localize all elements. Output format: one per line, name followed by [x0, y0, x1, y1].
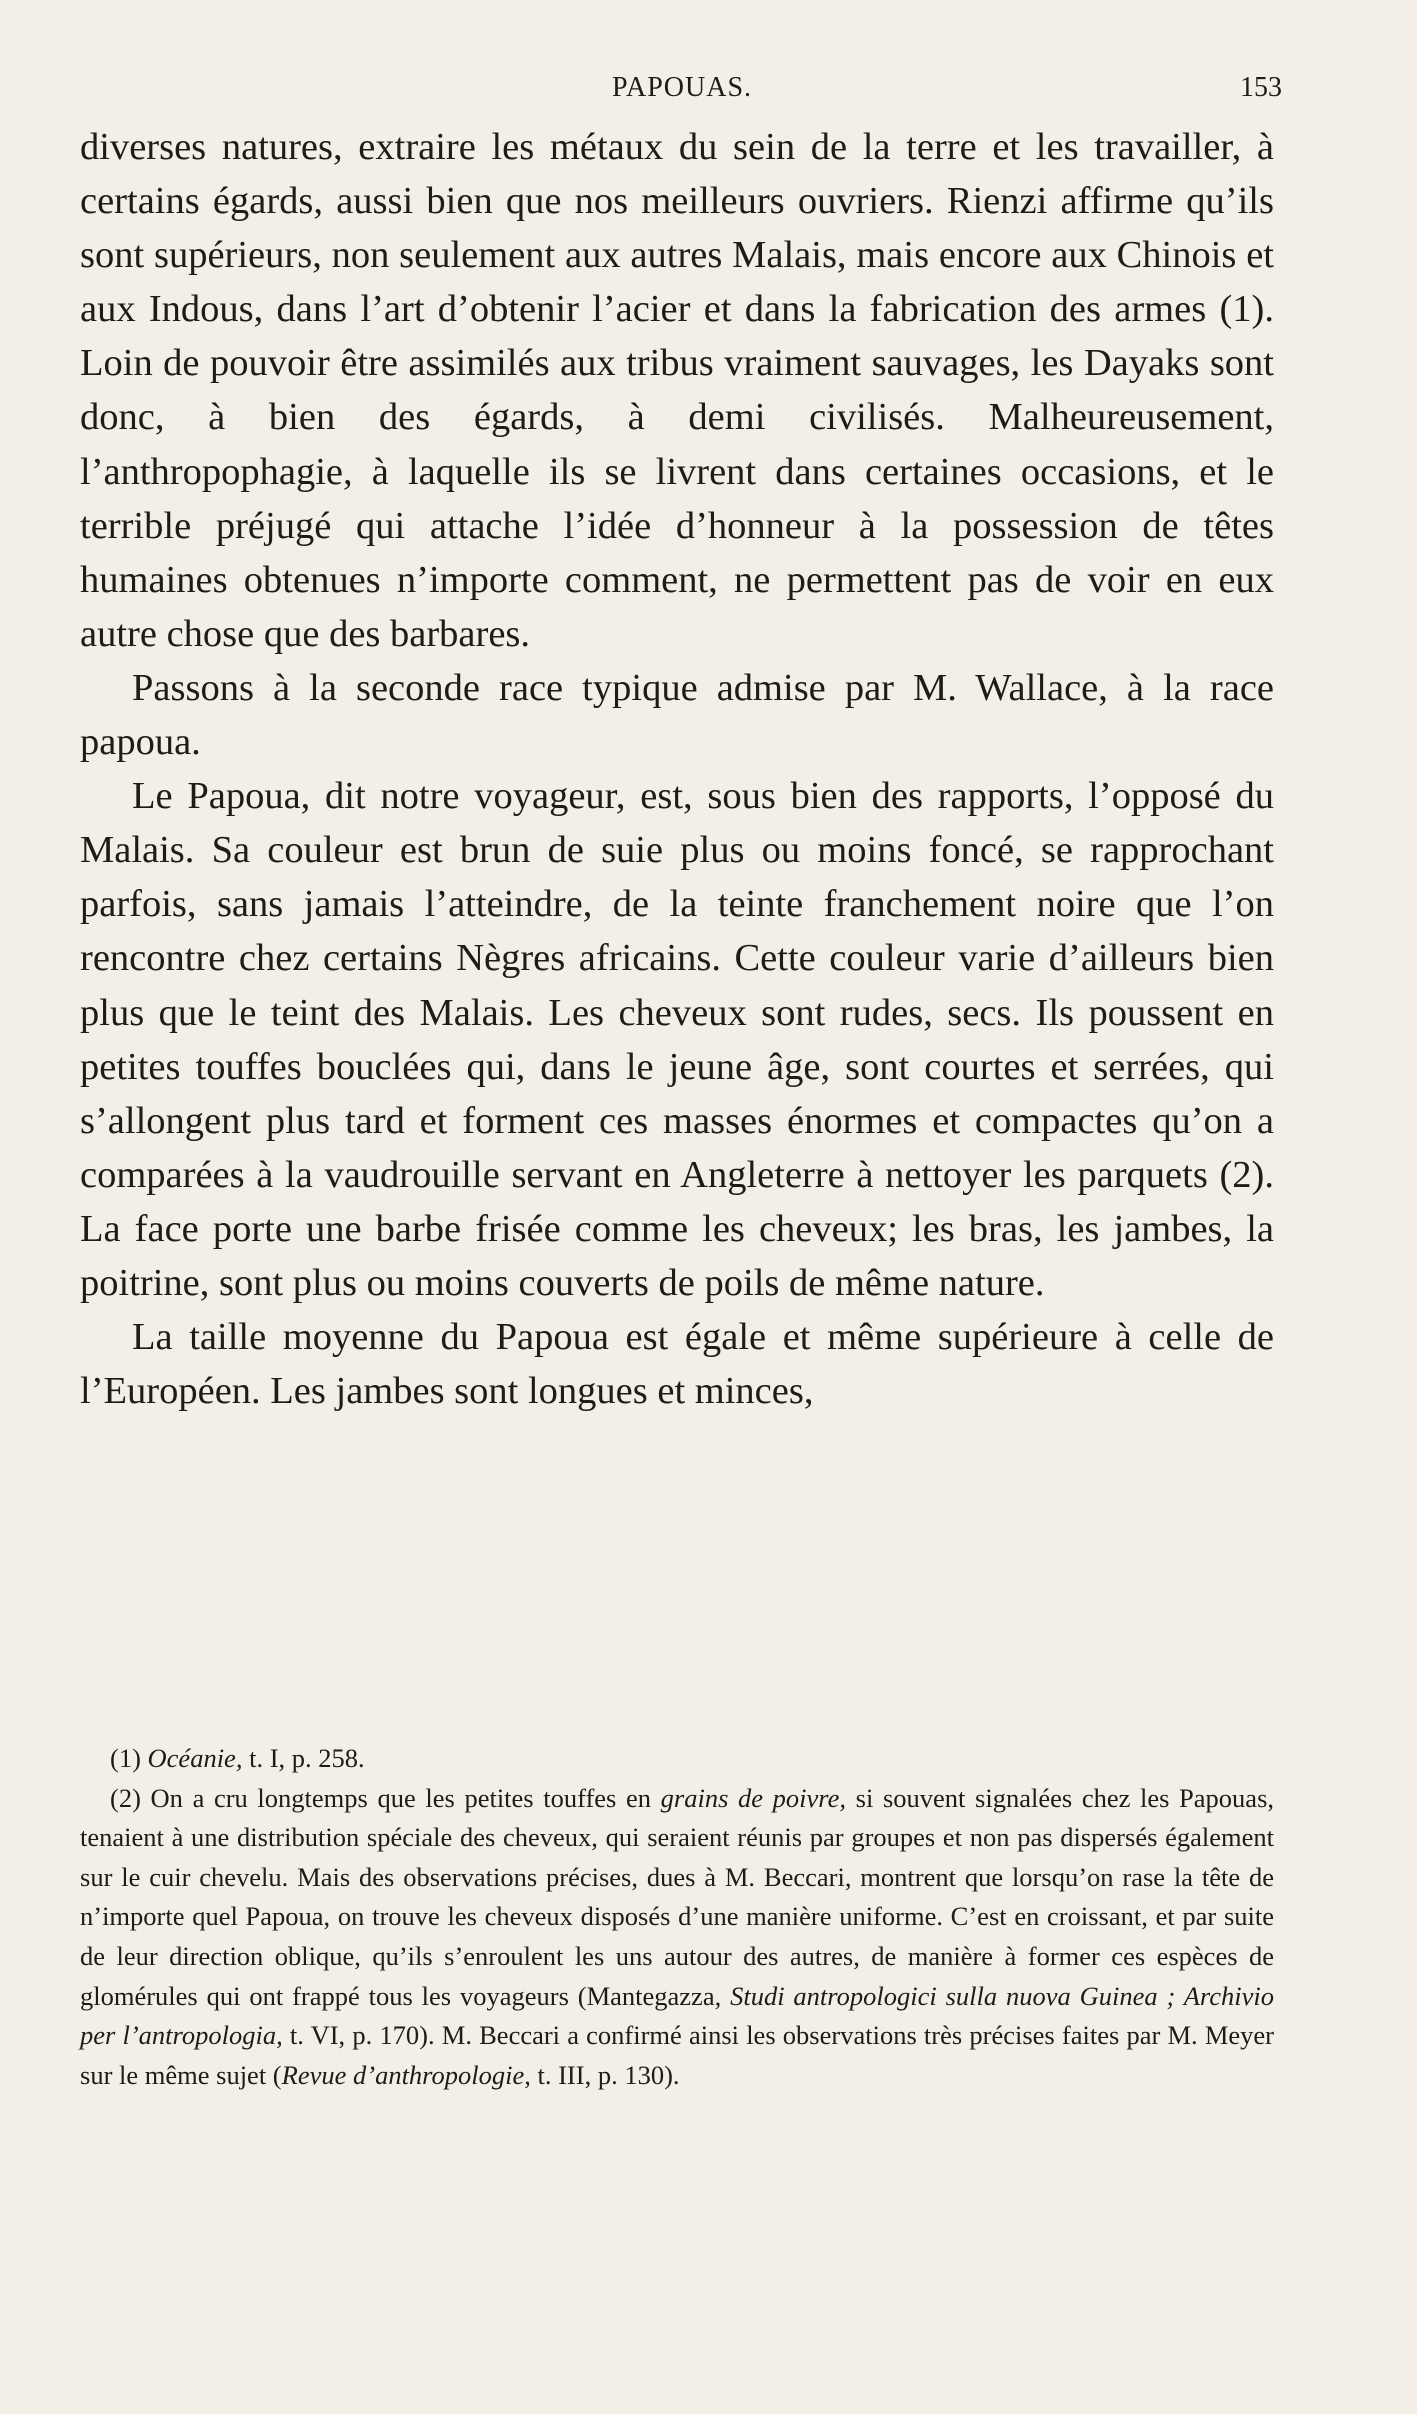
- footnote-2-text-b: si souvent signalées chez les Papouas, tenaient à une distribution spéciale des cheveux, qui seraient réunis par groupes et non pas dispersés également sur le cuir chevelu. Mais des observations précises, dues à M. Beccari, montrent que lorsqu’on rase la tête de n’importe quel Papoua, on trouve les cheveux disposés d’une manière uniforme. C’est en croissant, et par suite de leur direction oblique, qu’ils s’enroulent les uns autour des autres, de manière à former ces espèces de glomérules qui ont frappé tous les voyageurs (Mantegazza,: [80, 1782, 1275, 2011]
- paragraph-second-race: Passons à la seconde race typique admise par M. Wallace, à la race papoua.: [80, 666, 1274, 764]
- footnote-2-italic-b: Studi antropologici sulla nuova Guinea ; Archivio per l’antropologia,: [80, 1980, 1274, 2051]
- body-text: [80, 120, 1274, 1418]
- paragraph-papoua-stature: La taille moyenne du Papoua est égale et même supérieure à celle de l’Européen. Les jambes sont longues et minces,: [80, 1316, 1274, 1413]
- footnote-2-italic-c: Revue d’anthropologie,: [281, 2059, 531, 2090]
- paragraph-papoua-description: Le Papoua, dit notre voyageur, est, sous bien des rapports, l’opposé du Malais. Sa couleur est brun de suie plus ou moins foncé, se rapprochant parfois, sans jamais l’atteindre, de la teinte franchement noire que l’on rencontre chez certains Nègres africains. Cette couleur varie d’ailleurs bien plus que le teint des Malais. Les cheveux sont rudes, secs. Ils poussent en petites touffes bouclées qui, dans le jeune âge, sont courtes et serrées, qui s’allongent plus tard et forment ces masses énormes et compactes qu’on a comparées à la vaudrouille servant en Angleterre à nettoyer les parquets (2). La face porte une barbe frisée comme les cheveux; les bras, les jambes, la poitrine, sont plus ou moins couverts de poils de même nature.: [80, 775, 1274, 1304]
- footnote-2-text-d: t. III, p. 130).: [530, 2059, 680, 2090]
- footnote-1-text: t. I, p. 258.: [242, 1743, 365, 1773]
- page-header: [0, 72, 1417, 112]
- footnotes: [80, 1739, 1274, 2095]
- footnote-1-title: Océanie,: [147, 1743, 243, 1773]
- footnote-2-text-c: t. VI, p. 170). M. Beccari a confirmé ainsi les observations très précises faites par M. Meyer sur le même sujet (: [80, 2020, 1274, 2090]
- page-number: 153: [1240, 72, 1282, 103]
- footnote-1-number: (1): [110, 1743, 141, 1773]
- paragraph-continuation: diverses natures, extraire les métaux du sein de la terre et les travailler, à certains égards, aussi bien que nos meilleurs ouvriers. Rienzi affirme qu’ils sont supérieurs, non seulement aux autres Malais, mais encore aux Chinois et aux Indous, dans l’art d’obtenir l’acier et dans la fabrication des armes (1). Loin de pouvoir être assimilés aux tribus vraiment sauvages, les Dayaks sont donc, à bien des égards, à demi civilisés. Malheureusement, l’anthropophagie, à laquelle ils se livrent dans certaines occasions, et le terrible préjugé qui attache l’idée d’honneur à la possession de têtes humaines obtenues n’importe comment, ne permettent pas de voir en eux autre chose que des barbares.: [80, 126, 1274, 655]
- running-head: PAPOUAS.: [612, 72, 753, 103]
- footnote-2-text-a: On a cru longtemps que les petites touffes en: [140, 1782, 661, 1813]
- footnote-1: [80, 1739, 1274, 1779]
- footnote-2-italic-a: grains de poivre,: [660, 1782, 847, 1813]
- footnote-2-number: (2): [110, 1782, 141, 1813]
- footnote-2: [80, 1779, 1274, 2096]
